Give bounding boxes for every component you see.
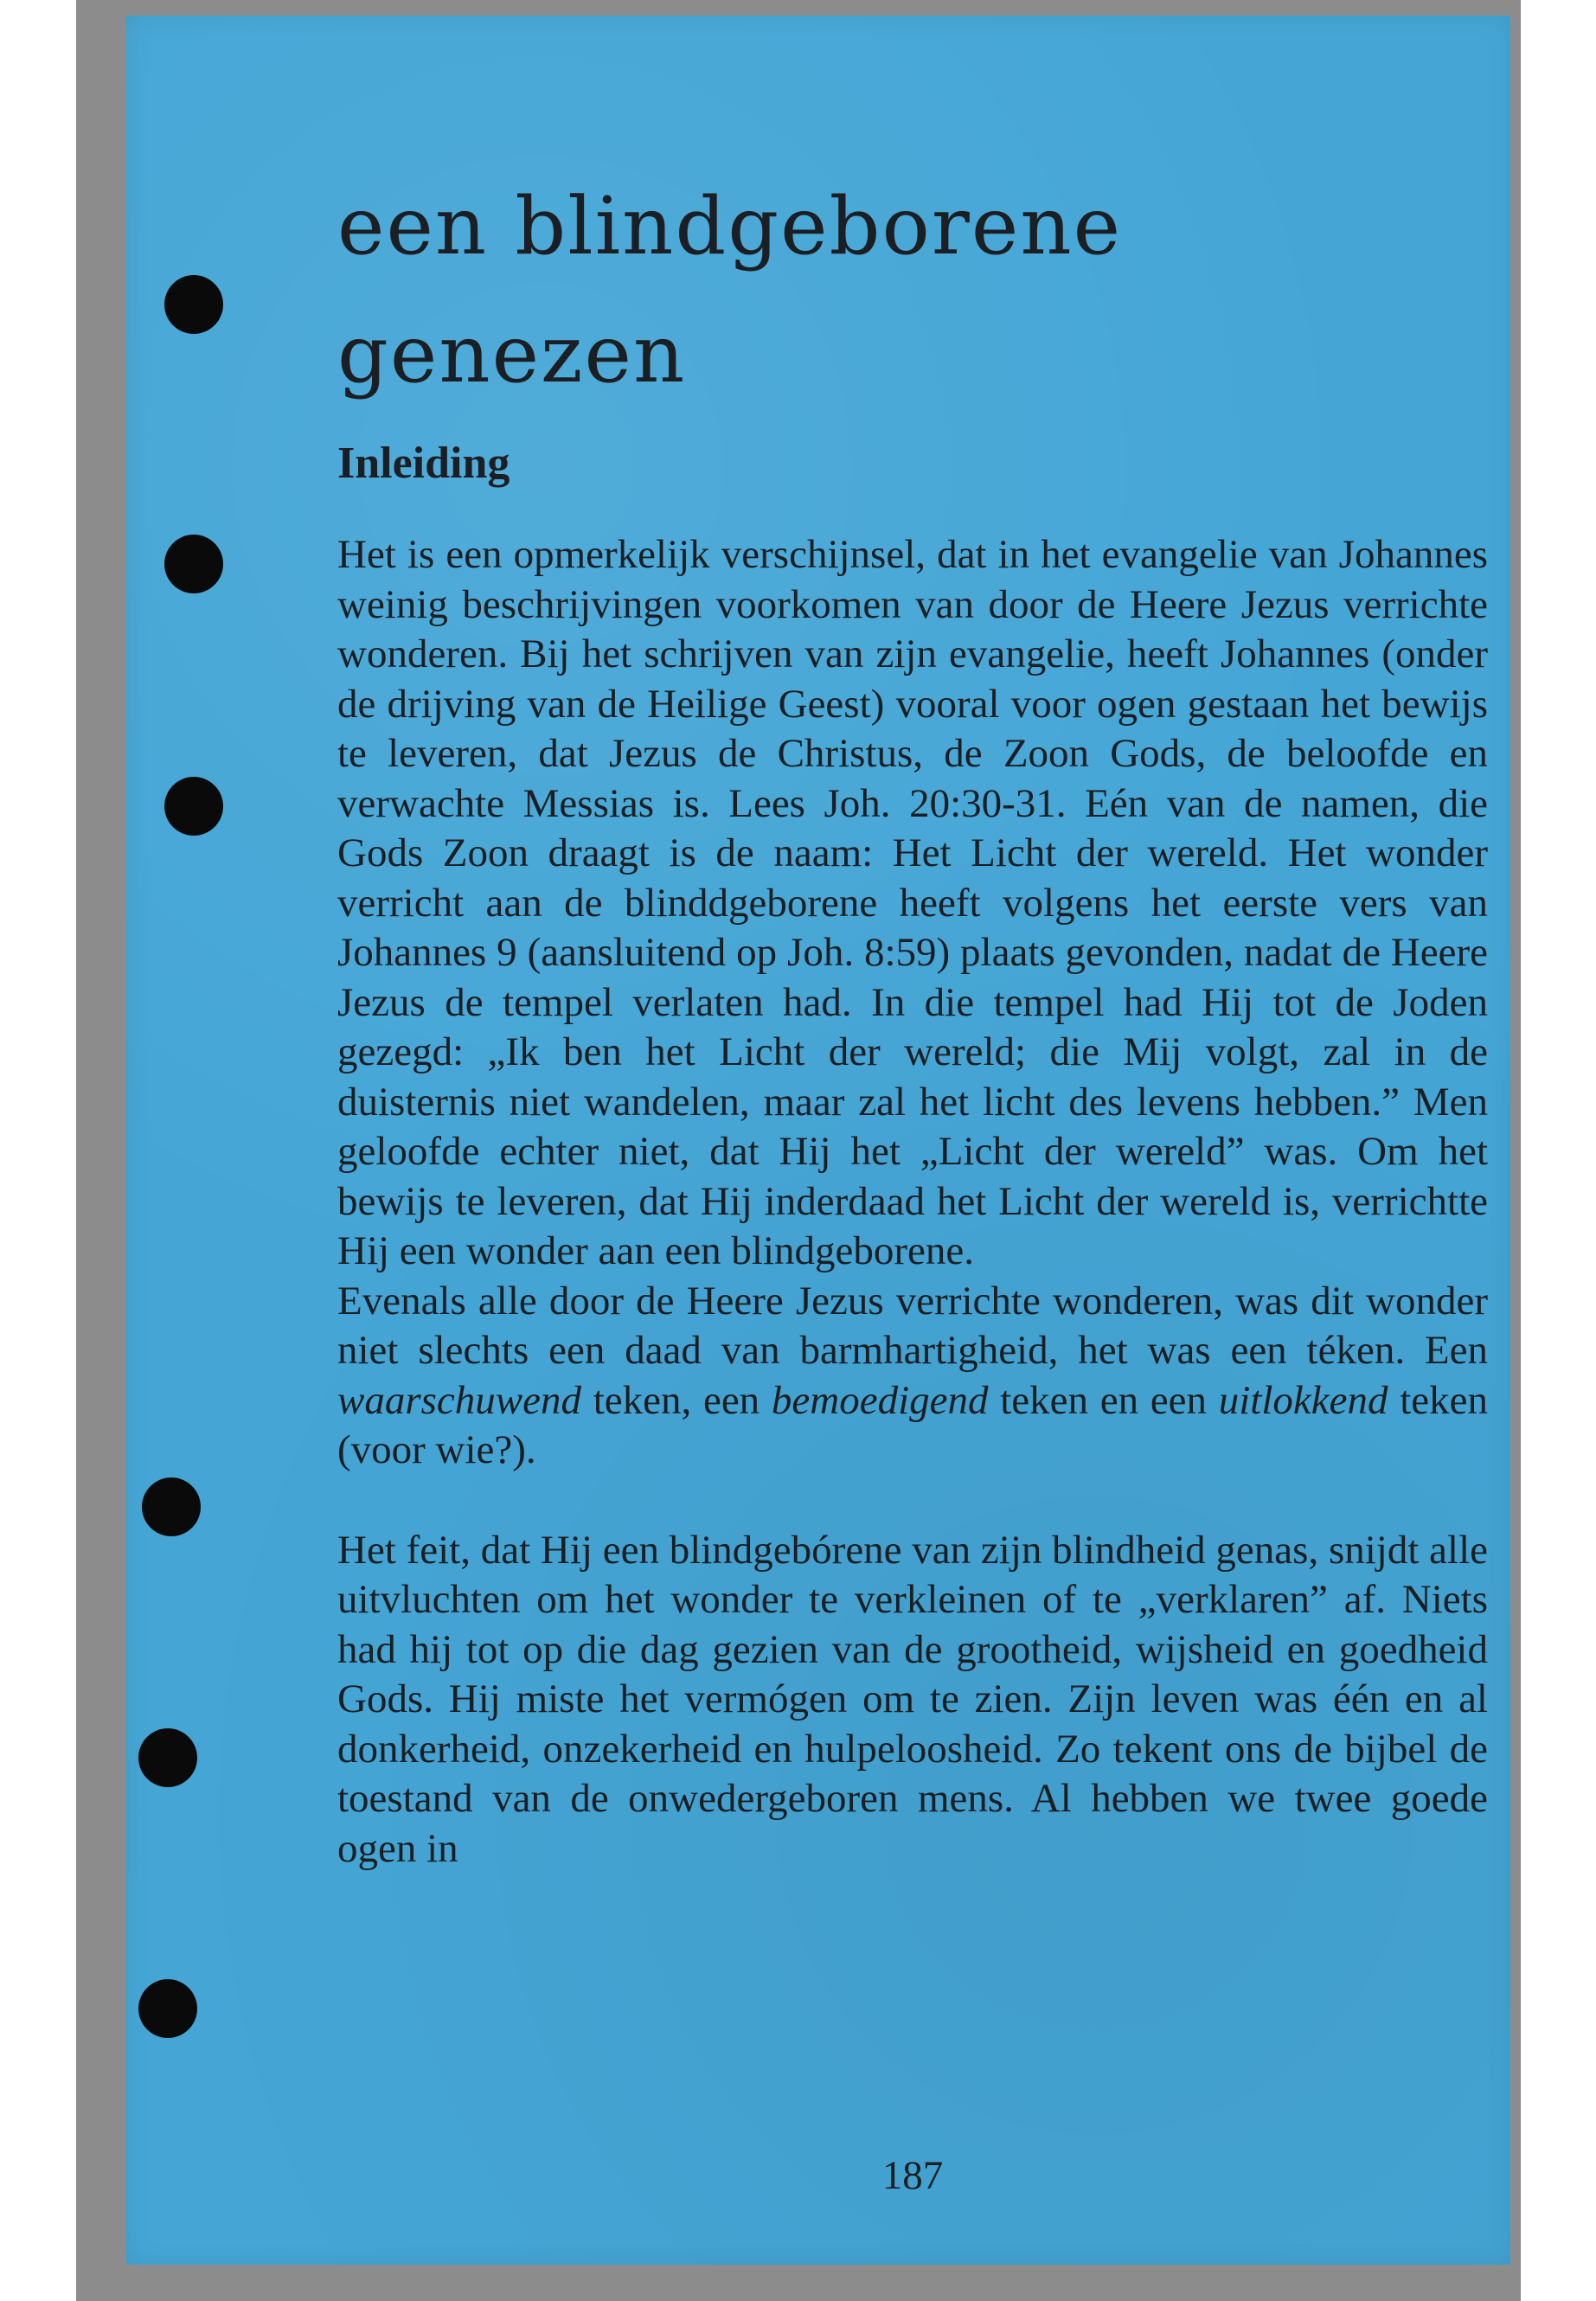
binder-hole <box>138 1728 197 1787</box>
text-run: teken, een <box>581 1377 772 1423</box>
binder-hole <box>164 777 223 836</box>
binder-hole <box>164 275 223 334</box>
paragraph-sign <box>337 1277 1488 1476</box>
binder-hole <box>164 535 223 593</box>
section-heading: Inleiding <box>337 439 510 488</box>
page-title: een blindgeborene genezen <box>337 180 1123 401</box>
paragraph-intro: Het is een opmerkelijk verschijnsel, dat in het evangelie van Johannes weinig beschrijvingen voorkomen van door de Heere Jezus verrichte wonderen. Bij het schrijven van zijn evangelie, heeft Johannes (onder de drijving van de Heilige Geest) vooral voor ogen gestaan het bewijs te leveren, dat Jezus de Christus, de Zoon Gods, de beloofde en verwachte Messias is. Lees Joh. 20:30-31. Eén van de namen, die Gods Zoon draagt is de naam: Het Licht der wereld. Het wonder verricht aan de blinddgeborene heeft volgens het eerste vers van Johannes 9 (aansluitend op Joh. 8:59) plaats gevonden, nadat de Heere Jezus de tempel verlaten had. In die tempel had Hij tot de Joden gezegd: „Ik ben het Licht der wereld; die Mij volgt, zal in de duisternis niet wandelen, maar zal het licht des levens hebben.” Men geloofde echter niet, dat Hij het „Licht der wereld” was. Om het bewijs te leveren, dat Hij inderdaad het Licht der wereld is, verrichtte Hij een wonder aan een blindgeborene. <box>337 532 1488 1273</box>
binder-hole <box>138 1979 197 2038</box>
text-run: Evenals alle door de Heere Jezus verrichte wonderen, was dit wonder niet slechts een daad van barmhartigheid, het was een téken. Een <box>337 1278 1488 1373</box>
text-run: teken en een <box>988 1377 1219 1423</box>
paragraph-blindness: Het feit, dat Hij een blindgebórene van zijn blindheid genas, snijdt alle uitvluchten om het wonder te verkleinen of te „verklaren” af. Niets had hij tot op die dag gezien van de grootheid, wijsheid en goedheid Gods. Hij miste het vermógen om te zien. Zijn leven was één en al donkerheid, onzekerheid en hulpeloosheid. Zo tekent ons de bijbel de toestand van de onwedergeboren mens. Al hebben we twee goede ogen in <box>337 1527 1488 1871</box>
emphasis-word: waarschuwend <box>337 1377 581 1423</box>
emphasis-word: bemoedigend <box>771 1377 989 1423</box>
emphasis-word: uitlokkend <box>1218 1377 1388 1423</box>
text-run: teken (voor wie?). <box>337 1377 1488 1472</box>
binder-hole <box>142 1477 201 1536</box>
booklet-page <box>126 16 1510 2265</box>
page-content <box>337 163 1488 2198</box>
page-number: 187 <box>881 2153 944 2198</box>
